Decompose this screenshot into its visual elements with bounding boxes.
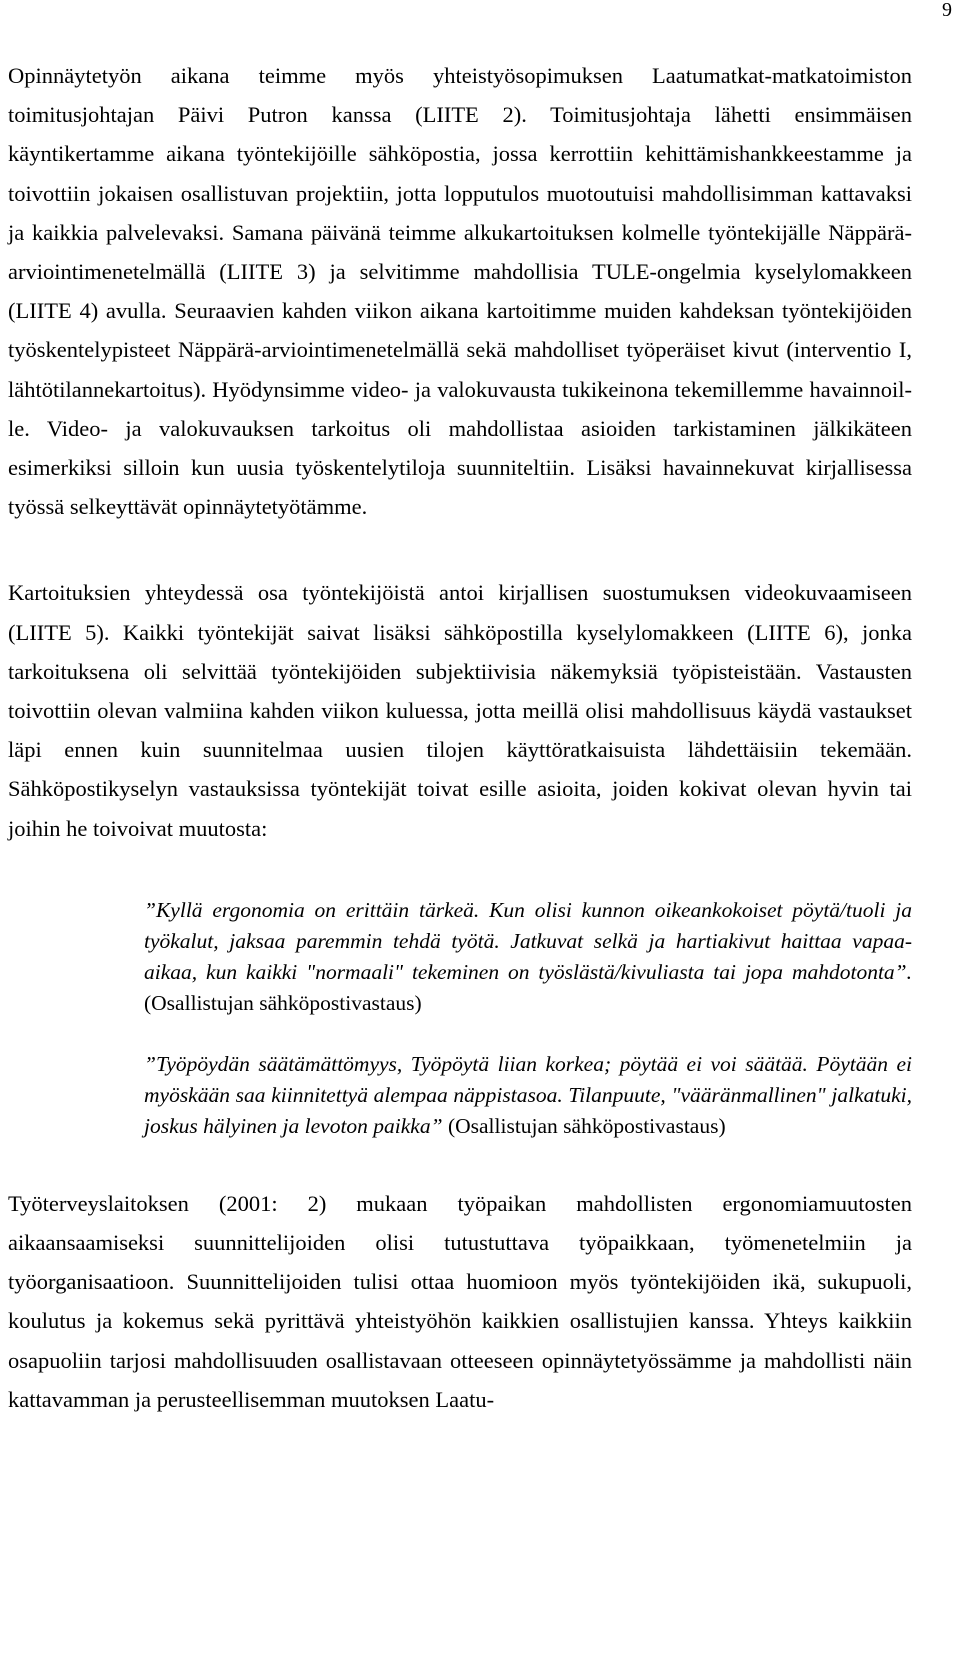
quote-2 (144, 1049, 912, 1142)
paragraph-collaboration: Opinnäytetyön aikana teimme myös yhteistyösopimuksen Laatumatkat-matkatoimiston toimitusjohtajan Päivi Putron kanssa (LIITE 2). Toimitusjohtaja lähetti ensimmäisen käyntikertamme aikana työntekijöille sähköpostia, jossa kerrottiin kehittämishankkeestamme ja toivottiin jokaisen osallistuvan projektiin, jotta lopputulos muotoutuisi mahdollisimman kattavaksi ja kaikkia palvelevaksi. Samana päivänä teimme alkukartoituksen kolmelle työntekijälle Näppärä-arviointimenetelmällä (LIITE 3) ja selvitimme mahdollisia TULE-ongelmia kyselylomakkeen (LIITE 4) avulla. Seuraavien kahden viikon aikana kartoitimme muiden kahdeksan työntekijöiden työskentelypisteet Näppärä-arviointimenetelmällä sekä mahdolliset työperäiset kivut (interventio I, lähtötilannekartoitus). Hyödynsimme video- ja valokuvausta tukikeinona tekemillemme havainnoille. Video- ja valokuvauksen tarkoitus oli mahdollistaa asioiden tarkistaminen jälkikäteen esimerkiksi silloin kun uusia työskentelytiloja suunniteltiin. Lisäksi havainnekuvat kirjallisessa työssä selkeyttävät opinnäytetyötämme. (8, 63, 912, 520)
quote-block (144, 895, 912, 1142)
quote-2-source: (Osallistujan sähköpostivastaus) (442, 1113, 726, 1138)
document-body (8, 56, 912, 1419)
paragraph-email-survey: Kartoituksien yhteydessä osa työntekijöistä antoi kirjallisen suostumuksen videokuvaamiseen (LIITE 5). Kaikki työntekijät saivat lisäksi sähköpostilla kyselylomakkeen (LIITE 6), jonka tarkoituksena oli selvittää työntekijöiden subjektiivisia näkemyksiä työpisteistään. Vastausten toivottiin olevan valmiina kahden viikon kuluessa, jotta meillä olisi mahdollisuus käydä vastaukset läpi ennen kuin suunnitelmaa uusien tilojen käyttöratkaisuista lähdettäisiin tekemään. Sähköpostikyselyn vastauksissa työntekijät toivat esille asioita, joiden kokivat olevan hyvin tai joihin he toivoivat muutosta: (8, 580, 912, 841)
paragraph-workplace-design: Työterveyslaitoksen (2001: 2) mukaan työpaikan mahdollisten ergonomiamuutosten aikaansaamiseksi suunnittelijoiden olisi tutustuttava työpaikkaan, työmenetelmiin ja työorganisaatioon. Suunnittelijoiden tulisi ottaa huomioon myös työntekijöiden ikä, sukupuoli, koulutus ja kokemus sekä pyrittävä yhteistyöhön kaikkien osallistujien kanssa. Yhteys kaikkiin osapuoliin tarjosi mahdollisuuden osallistavaan otteeseen opinnäytetyössämme ja mahdollisti näin kattavamman ja perusteellisemman muutoksen Laatu- (8, 1190, 912, 1412)
page-number: 9 (942, 0, 952, 21)
quote-2-text: ”Työpöydän säätämättömyys, Työpöytä liian korkea; pöytää ei voi säätää. Pöytään ei myöskään saa kiinnitettyä alempaa näppistasoa. Tilanpuute, "vääränmallinen" jalkatuki, joskus hälyinen ja levoton paikka” (144, 1051, 912, 1138)
quote-1 (144, 895, 912, 1019)
quote-1-source: (Osallistujan sähköpostivastaus) (144, 990, 422, 1015)
quote-1-text: ”Kyllä ergonomia on erittäin tärkeä. Kun olisi kunnon oikeankokoiset pöytä/tuoli ja työkalut, jaksaa paremmin tehdä työtä. Jatkuvat selkä ja hartiakivut haittaa vapaa-aikaa, kun kaikki "normaali" tekeminen on työslästä/kivuliasta tai jopa mahdotonta”. (144, 897, 912, 984)
